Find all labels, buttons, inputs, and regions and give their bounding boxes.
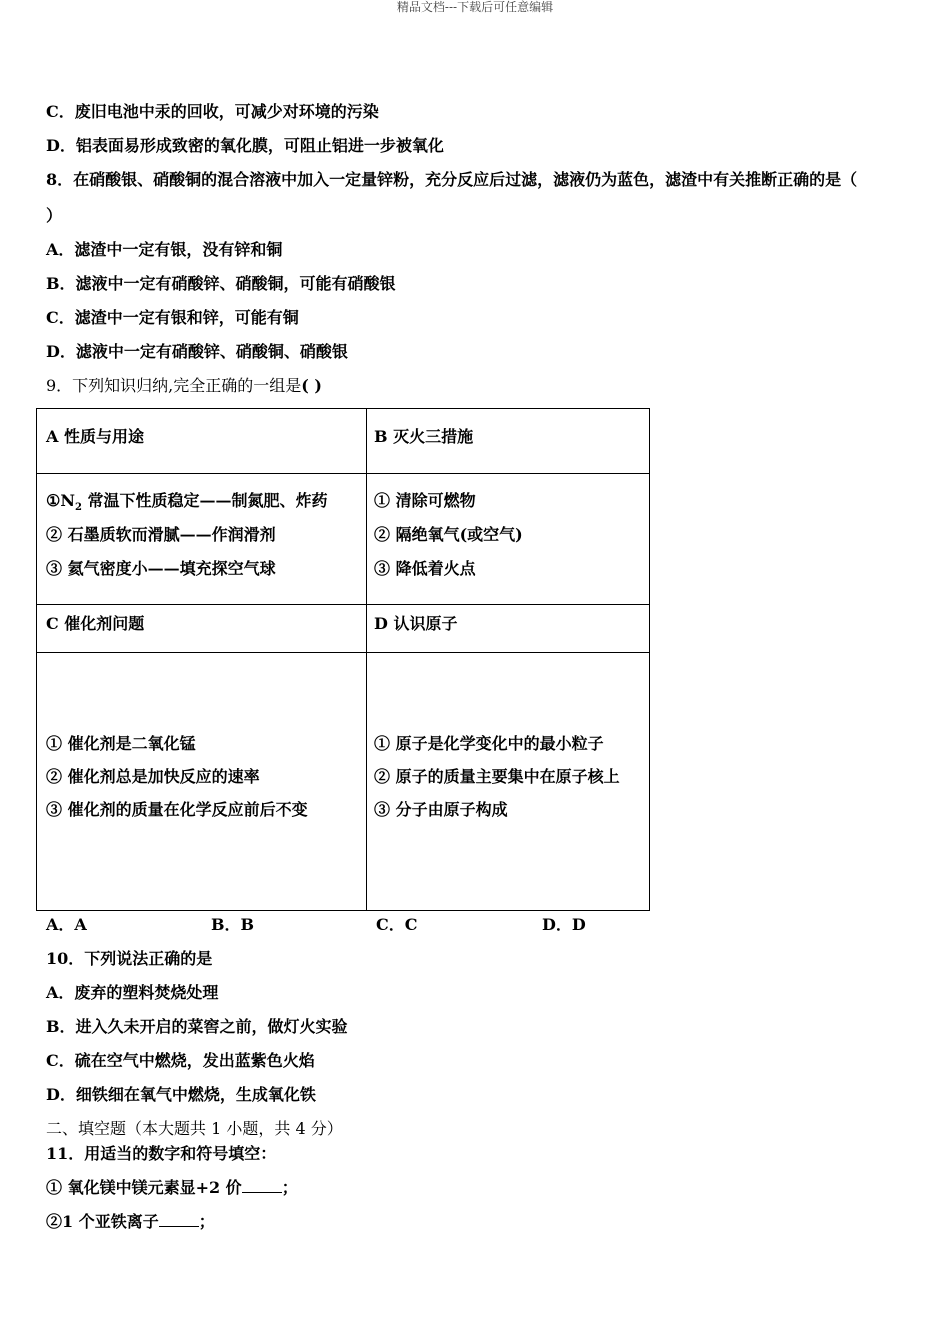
q9-option-c: C．C [376,915,418,934]
cell-a-item-1-rest: 常温下性质稳定——制氮肥、炸药 [81,491,328,510]
q11-item-2-blank[interactable] [159,1212,199,1227]
q11-item-1-end: ； [281,1178,298,1197]
q9-answer-paren: ( ) [301,376,322,395]
q10-option-b: B．进入久未开启的菜窖之前，做灯火实验 [46,1017,348,1036]
cell-c-heading: C 催化剂问题 [46,614,145,633]
q8-option-b: B．滤液中一定有硝酸锌、硝酸铜，可能有硝酸银 [46,274,396,293]
cell-c-item-2: ② 催化剂总是加快反应的速率 [46,767,260,786]
cell-b-item-1: ① 清除可燃物 [374,491,476,510]
q9-option-d: D．D [542,915,586,934]
cell-c-item-3: ③ 催化剂的质量在化学反应前后不变 [46,800,308,819]
q10-option-a: A．废弃的塑料焚烧处理 [46,983,219,1002]
cell-a-item-2: ② 石墨质软而滑腻——作润滑剂 [46,525,276,544]
q9-stem [46,376,322,396]
q10-option-d: D．细铁细在氧气中燃烧，生成氧化铁 [46,1085,316,1104]
table-divider-2 [37,604,649,605]
table-divider-vertical [366,409,367,910]
section-2-heading: 二、填空题（本大题共 1 小题，共 4 分） [46,1119,343,1138]
q8-option-d: D．滤液中一定有硝酸锌、硝酸铜、硝酸银 [46,342,348,361]
q8-stem: 8．在硝酸银、硝酸铜的混合溶液中加入一定量锌粉，充分反应后过滤，滤液仍为蓝色，滤渣中有关推断正确的是（ [46,170,858,189]
q9-stem-text: 9．下列知识归纳,完全正确的一组是 [46,376,302,395]
cell-a-item-3: ③ 氦气密度小——填充探空气球 [46,559,276,578]
q9-table [36,408,650,911]
q8-stem-close: ） [46,206,63,225]
q11-item-2 [46,1212,215,1232]
q9-option-a: A．A [46,915,87,934]
table-divider-3 [37,652,649,653]
cell-b-item-2: ② 隔绝氧气(或空气) [374,525,523,544]
q10-stem: 10．下列说法正确的是 [46,949,213,968]
cell-b-item-3: ③ 降低着火点 [374,559,476,578]
cell-a-item-1 [46,491,328,518]
q10-option-c: C．硫在空气中燃烧，发出蓝紫色火焰 [46,1051,315,1070]
q8-option-c: C．滤渣中一定有银和锌，可能有铜 [46,308,299,327]
q7-option-d: D．铝表面易形成致密的氧化膜，可阻止铝进一步被氧化 [46,136,444,155]
cell-d-item-1: ① 原子是化学变化中的最小粒子 [374,734,604,753]
q9-option-b: B．B [211,915,255,934]
q7-option-c: C．废旧电池中汞的回收，可减少对环境的污染 [46,102,379,121]
cell-b-heading: B 灭火三措施 [374,427,474,446]
q11-item-1 [46,1178,298,1198]
q11-item-2-end: ； [198,1212,215,1231]
cell-a-item-1-sub: 2 [74,502,82,514]
q11-item-2-text: ②1 个亚铁离子 [46,1212,159,1231]
q11-item-1-blank[interactable] [242,1178,282,1193]
cell-d-item-2: ② 原子的质量主要集中在原子核上 [374,767,620,786]
cell-d-item-3: ③ 分子由原子构成 [374,800,508,819]
q11-item-1-text: ① 氧化镁中镁元素显+2 价 [46,1178,242,1197]
cell-d-heading: D 认识原子 [374,614,458,633]
q11-stem: 11．用适当的数字和符号填空： [46,1144,277,1163]
cell-c-item-1: ① 催化剂是二氧化锰 [46,734,196,753]
q8-option-a: A．滤渣中一定有银，没有锌和铜 [46,240,283,259]
cell-a-item-1-prefix: ①N [46,491,75,510]
table-divider-1 [37,473,649,474]
page-header: 精品文档---下载后可任意编辑 [396,0,554,14]
cell-a-heading: A 性质与用途 [46,427,144,446]
